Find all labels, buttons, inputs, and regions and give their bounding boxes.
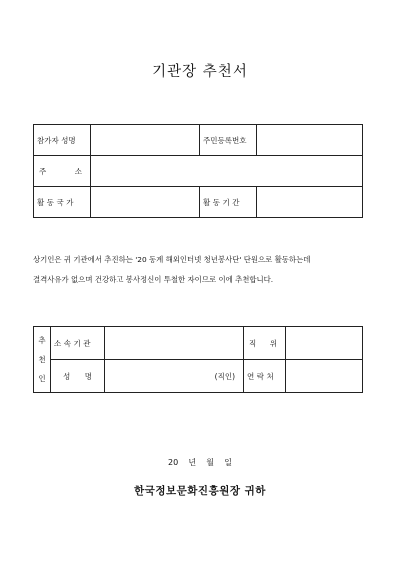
table-row: [34, 360, 363, 393]
table-row: [34, 187, 363, 218]
address-label-first: 주: [39, 166, 47, 176]
resident-number-label: 주민등록번호: [200, 125, 257, 156]
position-field[interactable]: [286, 327, 363, 360]
organization-field[interactable]: [105, 327, 244, 360]
activity-period-field[interactable]: [257, 187, 363, 218]
recommender-name-label-second: 명: [84, 371, 92, 381]
address-label-second: 소: [74, 166, 82, 176]
statement-line-1: 상기인은 귀 기관에서 추진하는 '20 동계 해외인터넷 청년봉사단' 단원으로 활동하는데: [33, 255, 311, 264]
position-label: [244, 327, 286, 360]
recommender-info-table: [33, 326, 363, 393]
recommender-name-label-first: 성: [63, 371, 71, 381]
recommender-name-label: [51, 360, 105, 393]
addressee: 한국정보문화진흥원장 귀하: [134, 485, 266, 497]
resident-number-field[interactable]: [257, 125, 363, 156]
position-label-first: 직: [249, 338, 257, 348]
table-row: [34, 125, 363, 156]
activity-country-label: 활동국가: [34, 187, 91, 218]
organization-label: 소속기관: [51, 327, 105, 360]
recommender-side-label: [34, 327, 51, 393]
contact-field[interactable]: [286, 360, 363, 393]
official-seal-label: (직인): [214, 371, 235, 381]
applicant-info-table: [33, 124, 363, 218]
table-row: [34, 156, 363, 187]
recommender-name-field[interactable]: [105, 360, 244, 393]
page-title: 기관장 추천서: [152, 64, 248, 80]
date-line: 20 년 월 일: [168, 458, 232, 467]
position-label-second: 위: [269, 338, 277, 348]
activity-period-label: 활동기간: [200, 187, 257, 218]
address-label: [34, 156, 91, 187]
table-row: [34, 327, 363, 360]
applicant-name-label: 참가자 성명: [34, 125, 91, 156]
statement-line-2: 결격사유가 없으며 건강하고 봉사정신이 투철한 자이므로 이에 추천합니다.: [33, 275, 274, 284]
applicant-name-field[interactable]: [91, 125, 200, 156]
recommender-side-char-3: 인: [38, 374, 46, 383]
recommender-side-char-2: 천: [38, 355, 46, 364]
recommendation-statement: [33, 250, 368, 290]
recommender-side-char-1: 추: [38, 336, 46, 345]
contact-label: 연락처: [244, 360, 286, 393]
activity-country-field[interactable]: [91, 187, 200, 218]
address-field[interactable]: [91, 156, 363, 187]
